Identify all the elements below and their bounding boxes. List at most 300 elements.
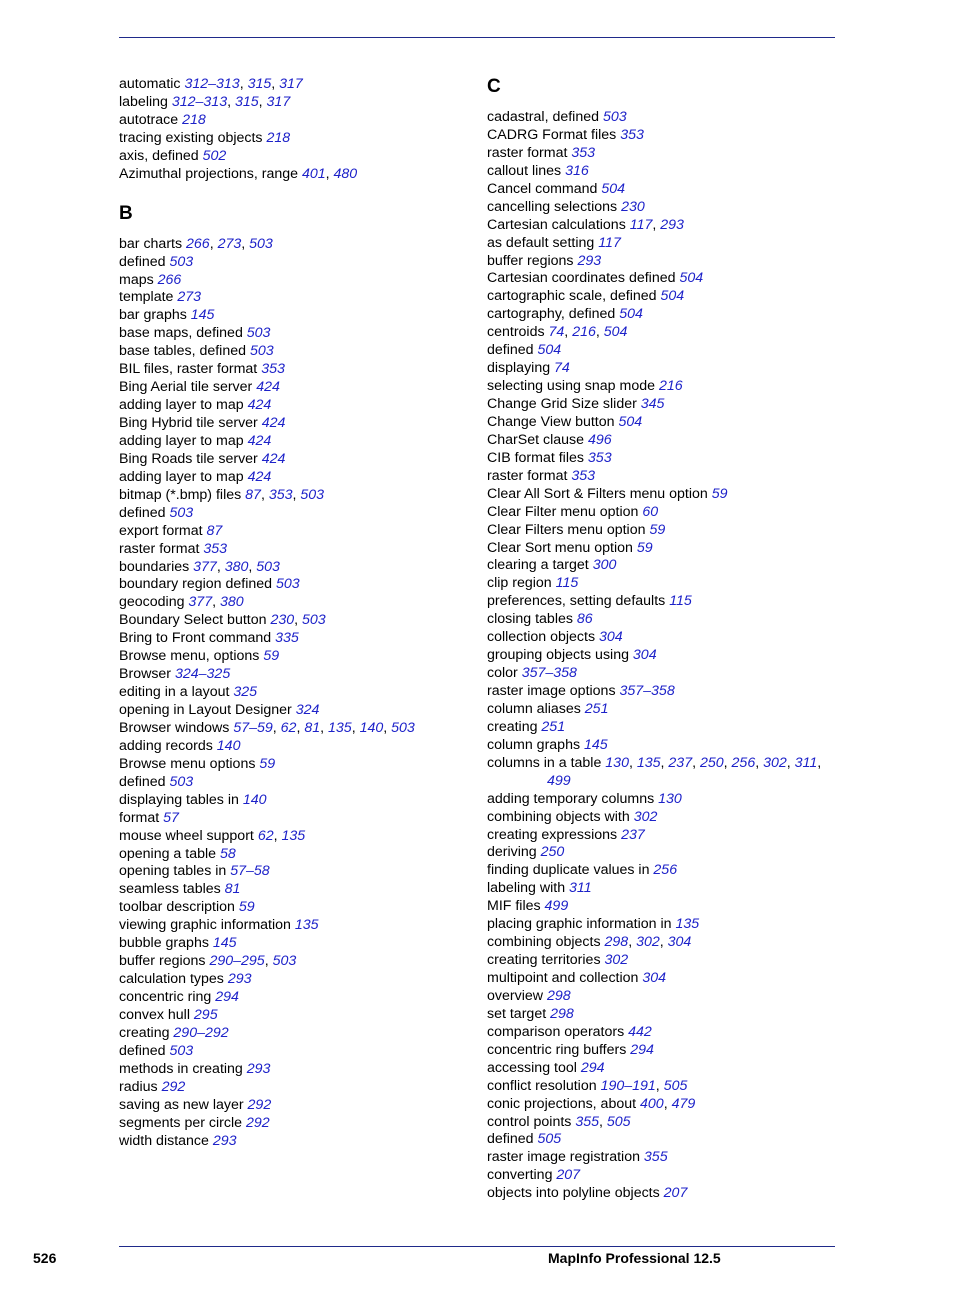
page-reference-link[interactable]: 302 xyxy=(633,808,658,825)
index-entry xyxy=(487,880,837,898)
page-reference-link[interactable]: 117 xyxy=(598,234,621,251)
index-entry xyxy=(119,702,469,720)
page-reference-link[interactable]: 81 xyxy=(224,881,241,898)
page-reference-link[interactable]: 400 xyxy=(640,1095,664,1112)
index-term: set target xyxy=(487,1005,551,1022)
page-reference-link[interactable]: 335 xyxy=(275,630,299,647)
page-reference-link[interactable]: 117 xyxy=(629,216,653,233)
index-entry xyxy=(487,522,837,540)
page-reference-link[interactable]: 304 xyxy=(598,629,623,646)
index-entry xyxy=(487,486,837,504)
index-entry: Azimuthal projections, range 401, 480 xyxy=(119,165,358,182)
page-reference-link[interactable]: 505 xyxy=(663,1077,688,1094)
index-entry xyxy=(119,343,469,361)
page-reference-link[interactable]: 59 xyxy=(636,539,653,556)
page-reference-link[interactable]: 86 xyxy=(576,611,593,628)
index-entry xyxy=(487,127,837,145)
page-reference-link[interactable]: 503 xyxy=(169,1042,194,1059)
page-reference-link[interactable]: 135 xyxy=(281,827,306,844)
page-reference-link[interactable]: 218 xyxy=(266,129,291,146)
page-reference-link[interactable]: 59 xyxy=(649,521,666,538)
page-reference-link[interactable]: 87 xyxy=(206,522,223,539)
index-term: centroids xyxy=(487,324,549,341)
page-reference-link[interactable]: 293 xyxy=(227,971,252,988)
page-reference-link[interactable]: 504 xyxy=(619,306,643,323)
page-reference-link[interactable]: 273 xyxy=(217,235,242,252)
page-reference-link[interactable]: 130 xyxy=(658,790,682,807)
page-reference-link[interactable]: 357–358 xyxy=(521,665,577,682)
page-reference-link[interactable]: 190–191 xyxy=(600,1077,656,1094)
index-entry xyxy=(487,181,837,199)
index-term: mouse wheel support xyxy=(119,827,258,844)
index-entry xyxy=(487,557,837,575)
page-reference-link[interactable]: 298 xyxy=(550,1005,574,1022)
index-term: toolbar description xyxy=(119,899,239,916)
page-reference-link[interactable]: 302 xyxy=(636,934,660,951)
page-reference-link[interactable]: 503 xyxy=(300,486,325,503)
index-term: deriving xyxy=(487,844,541,861)
index-term: defined xyxy=(487,1131,538,1148)
index-entry xyxy=(487,862,837,880)
page-reference-link[interactable]: 292 xyxy=(161,1078,186,1095)
index-entry xyxy=(119,379,469,397)
index-entry xyxy=(119,415,469,433)
index-entry xyxy=(119,935,469,953)
page-reference-link[interactable]: 140 xyxy=(216,737,241,754)
page-reference-link[interactable]: 135 xyxy=(294,917,319,934)
page-reference-link[interactable]: 353 xyxy=(571,144,596,161)
index-entry xyxy=(119,792,469,810)
page-reference-link[interactable]: 424 xyxy=(247,468,272,485)
index-term: opening in Layout Designer xyxy=(119,702,296,718)
index-column-left xyxy=(119,76,469,1150)
page-reference-link[interactable]: 300 xyxy=(592,557,617,574)
page-reference-link[interactable]: 290–292 xyxy=(173,1024,229,1041)
page-reference-link[interactable]: 266 xyxy=(186,235,210,252)
index-entry-continuation xyxy=(487,773,837,791)
page-reference-link[interactable]: 355 xyxy=(575,1113,599,1130)
index-entry xyxy=(119,541,469,559)
index-entry: Cartesian calculations 117, 293 xyxy=(487,216,684,233)
page-reference-link[interactable]: 353 xyxy=(261,361,285,378)
page-reference-link[interactable]: 293 xyxy=(246,1060,271,1077)
index-entry xyxy=(487,809,837,827)
page-reference-link[interactable]: 145 xyxy=(212,935,237,952)
index-entry xyxy=(119,863,469,881)
index-entry xyxy=(487,1042,837,1060)
index-term: boundaries xyxy=(119,558,194,575)
index-term: geocoding xyxy=(119,594,189,611)
index-entry xyxy=(487,342,837,360)
index-entry xyxy=(119,1007,469,1025)
page-reference-link[interactable]: 266 xyxy=(157,271,182,288)
page-reference-link[interactable]: 145 xyxy=(190,307,215,324)
index-term: maps xyxy=(119,271,158,288)
page-reference-link[interactable]: 294 xyxy=(215,989,239,1005)
index-entry: bar charts 266, 273, 503 xyxy=(119,235,273,252)
index-entry xyxy=(487,432,837,450)
page-reference-link[interactable]: 312–313 xyxy=(184,76,240,92)
page-reference-link[interactable]: 74 xyxy=(554,360,570,377)
index-entry xyxy=(487,504,837,522)
index-entry: boundaries 377, 380, 503 xyxy=(119,558,280,575)
footer-rule xyxy=(119,1246,835,1247)
page-reference-link[interactable]: 237 xyxy=(668,754,693,771)
index-term: format xyxy=(119,809,164,826)
page-reference-link[interactable]: 499 xyxy=(547,772,571,789)
page-reference-link[interactable]: 58 xyxy=(219,845,236,862)
page-reference-link[interactable]: 294 xyxy=(630,1041,654,1058)
page-reference-link[interactable]: 317 xyxy=(266,93,291,110)
page-reference-link[interactable]: 130 xyxy=(605,754,629,771)
page-reference-link[interactable]: 324 xyxy=(295,702,320,718)
index-entry xyxy=(487,145,837,163)
page-reference-link[interactable]: 302 xyxy=(763,754,787,771)
page-reference-link[interactable]: 442 xyxy=(628,1023,652,1040)
page-reference-link[interactable]: 503 xyxy=(169,504,194,521)
index-entry: geocoding 377, 380 xyxy=(119,594,244,611)
index-term: cadastral, defined xyxy=(487,109,603,125)
index-term: column graphs xyxy=(487,736,584,753)
index-entry xyxy=(487,378,837,396)
index-term: adding layer to map xyxy=(119,397,248,414)
page-reference-link[interactable]: 502 xyxy=(202,147,227,164)
page-reference-link[interactable]: 135 xyxy=(636,754,661,771)
index-term: creating expressions xyxy=(487,826,622,843)
page-reference-link[interactable]: 250 xyxy=(540,844,565,861)
index-term: CharSet clause xyxy=(487,431,588,448)
page-reference-link[interactable]: 401 xyxy=(301,165,326,182)
page-reference-link[interactable]: 505 xyxy=(606,1113,631,1130)
index-term: placing graphic information in xyxy=(487,916,676,933)
index-entry xyxy=(487,1185,837,1203)
page-reference-link[interactable]: 377 xyxy=(188,594,213,611)
page-reference-link[interactable]: 62 xyxy=(257,827,274,844)
index-entry xyxy=(487,199,837,217)
index-entry xyxy=(487,1131,837,1149)
index-term: Azimuthal projections, range xyxy=(119,165,302,182)
index-entry xyxy=(119,451,469,469)
page-reference-link[interactable]: 115 xyxy=(555,575,579,592)
page-reference-link[interactable]: 353 xyxy=(268,486,293,503)
page-reference-link[interactable]: 304 xyxy=(667,934,692,951)
index-term: preferences, setting defaults xyxy=(487,593,670,610)
page-reference-link[interactable]: 499 xyxy=(544,898,569,915)
index-term: column aliases xyxy=(487,700,585,717)
page-reference-link[interactable]: 135 xyxy=(675,916,700,933)
index-term: comparison operators xyxy=(487,1023,629,1040)
page-reference-link[interactable]: 377 xyxy=(193,558,217,575)
index-term: viewing graphic information xyxy=(119,917,295,934)
page-reference-link[interactable]: 503 xyxy=(169,253,194,270)
page-reference-link[interactable]: 57–58 xyxy=(230,863,270,880)
page-reference-link[interactable]: 353 xyxy=(587,449,612,466)
index-entry xyxy=(487,288,837,306)
index-term: Clear Filters menu option xyxy=(487,521,650,538)
page-reference-link[interactable]: 293 xyxy=(212,1132,237,1149)
page-reference-link[interactable]: 504 xyxy=(618,413,643,430)
index-term: raster format xyxy=(119,540,204,557)
index-entry xyxy=(487,952,837,970)
page-reference-link[interactable]: 290–295 xyxy=(209,953,265,970)
page-reference-link[interactable]: 496 xyxy=(587,431,612,448)
index-term: convex hull xyxy=(119,1006,194,1023)
index-entry: columns in a table 130, 135, 237, 250, 256, 302, 311, xyxy=(487,754,822,771)
index-entry xyxy=(487,235,837,253)
page-reference-link[interactable]: 59 xyxy=(711,485,728,502)
index-entry xyxy=(487,163,837,181)
page-reference-link[interactable]: 57 xyxy=(163,809,179,826)
index-term: clip region xyxy=(487,575,556,592)
page-reference-link[interactable]: 353 xyxy=(620,126,644,143)
index-term: finding duplicate values in xyxy=(487,862,654,879)
index-entry xyxy=(119,989,469,1007)
page-reference-link[interactable]: 135 xyxy=(328,719,352,736)
index-term: labeling xyxy=(119,93,172,110)
page-reference-link[interactable]: 293 xyxy=(660,216,684,233)
index-term: raster format xyxy=(487,144,572,161)
index-term: overview xyxy=(487,987,547,1004)
page-reference-link[interactable]: 295 xyxy=(193,1006,218,1023)
page-reference-link[interactable]: 503 xyxy=(169,773,194,790)
page-reference-link[interactable]: 302 xyxy=(604,952,629,969)
page-reference-link[interactable]: 424 xyxy=(261,450,286,467)
index-entry xyxy=(119,433,469,451)
index-term: Browse menu, options xyxy=(119,648,264,665)
page-reference-link[interactable]: 324–325 xyxy=(174,666,231,683)
index-term: bar charts xyxy=(119,235,187,252)
index-term: Clear Sort menu option xyxy=(487,539,637,556)
index-entry xyxy=(119,971,469,989)
page-reference-link[interactable]: 503 xyxy=(272,953,297,970)
page-reference-link[interactable]: 503 xyxy=(256,558,280,575)
index-entry xyxy=(487,414,837,432)
page-reference-link[interactable]: 230 xyxy=(621,198,645,215)
index-term: width distance xyxy=(119,1132,213,1149)
index-term: cancelling selections xyxy=(487,198,622,215)
document-title: MapInfo Professional 12.5 xyxy=(548,1250,721,1266)
page-reference-link[interactable]: 353 xyxy=(571,467,596,484)
index-term: combining objects with xyxy=(487,808,634,825)
index-term: combining objects xyxy=(487,934,605,951)
index-term: color xyxy=(487,665,522,682)
index-entry xyxy=(487,737,837,755)
page-reference-link[interactable]: 479 xyxy=(671,1095,696,1112)
page-reference-link[interactable]: 60 xyxy=(642,503,659,520)
page-reference-link[interactable]: 62 xyxy=(280,719,297,736)
page-reference-link[interactable]: 424 xyxy=(247,432,272,449)
page-reference-link[interactable]: 355 xyxy=(643,1149,668,1166)
page-reference-link[interactable]: 87 xyxy=(245,486,261,503)
page-reference-link[interactable]: 256 xyxy=(731,754,756,771)
index-term: Change View button xyxy=(487,413,619,430)
index-term: conic projections, about xyxy=(487,1095,641,1112)
index-entry xyxy=(487,916,837,934)
index-entry xyxy=(487,611,837,629)
page-reference-link[interactable]: 503 xyxy=(602,109,627,125)
index-term: conflict resolution xyxy=(487,1077,601,1094)
page-reference-link[interactable]: 312–313 xyxy=(171,93,228,110)
page-reference-link[interactable]: 294 xyxy=(580,1059,605,1076)
index-term: axis, defined xyxy=(119,147,203,164)
page-reference-link[interactable]: 424 xyxy=(256,379,280,396)
page-reference-link[interactable]: 251 xyxy=(584,700,609,717)
page-reference-link[interactable]: 503 xyxy=(246,325,271,342)
index-term: creating xyxy=(119,1024,174,1041)
index-term: saving as new layer xyxy=(119,1096,248,1113)
page-reference-link[interactable]: 216 xyxy=(572,324,596,341)
page-reference-link[interactable]: 250 xyxy=(699,754,724,771)
index-entry xyxy=(119,130,469,148)
index-term: multipoint and collection xyxy=(487,970,643,986)
page-reference-link[interactable]: 503 xyxy=(249,235,273,252)
index-entry xyxy=(487,701,837,719)
index-term: creating xyxy=(487,718,542,735)
page-reference-link[interactable]: 207 xyxy=(663,1185,688,1202)
page-reference-link[interactable]: 353 xyxy=(203,540,228,557)
page-reference-link[interactable]: 503 xyxy=(302,612,326,629)
index-entry xyxy=(119,774,469,792)
page-reference-link[interactable]: 504 xyxy=(537,342,562,359)
page-reference-link[interactable]: 115 xyxy=(669,593,692,610)
page-reference-link[interactable]: 311 xyxy=(569,880,592,897)
page-reference-link[interactable]: 292 xyxy=(247,1096,272,1113)
index-term: converting xyxy=(487,1167,557,1184)
index-entry xyxy=(487,270,837,288)
page-reference-link[interactable]: 59 xyxy=(238,899,255,916)
page-reference-link[interactable]: 357–358 xyxy=(619,683,675,699)
index-term: concentric ring xyxy=(119,989,216,1005)
index-term: Browse menu options xyxy=(119,755,260,772)
index-term: adding layer to map xyxy=(119,432,248,449)
index-entry xyxy=(119,254,469,272)
page-reference-link[interactable]: 207 xyxy=(556,1167,581,1184)
page-reference-link[interactable]: 304 xyxy=(632,647,657,664)
index-term: automatic xyxy=(119,76,185,92)
page-reference-link[interactable]: 293 xyxy=(577,252,602,269)
index-term: concentric ring buffers xyxy=(487,1041,631,1058)
page-reference-link[interactable]: 480 xyxy=(333,165,358,182)
page-reference-link[interactable]: 216 xyxy=(658,378,683,395)
index-entry xyxy=(119,505,469,523)
page-reference-link[interactable]: 315 xyxy=(247,76,272,92)
index-entry: mouse wheel support 62, 135 xyxy=(119,827,306,844)
index-entry xyxy=(119,648,469,666)
index-entry: control points 355, 505 xyxy=(487,1113,631,1130)
index-entry xyxy=(119,325,469,343)
index-entry xyxy=(487,1060,837,1078)
index-term: adding temporary columns xyxy=(487,790,659,807)
index-term: objects into polyline objects xyxy=(487,1185,664,1202)
index-term: Bring to Front command xyxy=(119,630,276,647)
index-entry xyxy=(487,109,837,127)
page-reference-link[interactable]: 503 xyxy=(249,343,274,360)
page-reference-link[interactable]: 140 xyxy=(242,791,267,808)
index-entry xyxy=(119,397,469,415)
index-entry: bitmap (*.bmp) files 87, 353, 503 xyxy=(119,486,325,503)
page-reference-link[interactable]: 218 xyxy=(182,111,206,128)
index-term: export format xyxy=(119,522,207,539)
index-term: columns in a table xyxy=(487,754,606,771)
page-reference-link[interactable]: 504 xyxy=(601,180,626,197)
index-term: buffer regions xyxy=(119,953,210,970)
index-entry xyxy=(487,791,837,809)
page-reference-link[interactable]: 311 xyxy=(794,754,818,771)
page-reference-link[interactable]: 251 xyxy=(541,718,566,735)
index-entry xyxy=(487,988,837,1006)
index-entry xyxy=(487,593,837,611)
page-reference-link[interactable]: 74 xyxy=(548,324,565,341)
page-reference-link[interactable]: 315 xyxy=(234,93,259,110)
index-term: displaying xyxy=(487,360,555,377)
index-entry xyxy=(119,1025,469,1043)
index-term: grouping objects using xyxy=(487,647,633,664)
page-reference-link[interactable]: 304 xyxy=(642,970,667,986)
page-reference-link[interactable]: 503 xyxy=(391,719,415,736)
index-entry xyxy=(487,827,837,845)
page-reference-link[interactable]: 424 xyxy=(261,415,286,431)
index-entry xyxy=(487,1149,837,1167)
page-reference-link[interactable]: 292 xyxy=(245,1114,270,1131)
page-reference-link[interactable]: 298 xyxy=(546,987,571,1004)
page-reference-link[interactable]: 140 xyxy=(359,719,384,736)
index-term: raster image registration xyxy=(487,1149,644,1166)
index-entry xyxy=(119,1133,469,1151)
page-reference-link[interactable]: 503 xyxy=(275,576,300,593)
index-term: opening tables in xyxy=(119,863,231,880)
index-term: labeling with xyxy=(487,880,570,897)
section-letter-heading: C xyxy=(487,76,501,97)
index-entry xyxy=(119,361,469,379)
page-reference-link[interactable]: 81 xyxy=(304,719,321,736)
page-reference-link[interactable]: 505 xyxy=(537,1131,562,1148)
index-term: defined xyxy=(119,504,170,521)
page-reference-link[interactable]: 230 xyxy=(270,612,295,629)
page-reference-link[interactable]: 504 xyxy=(679,270,704,287)
index-term: Clear Filter menu option xyxy=(487,503,643,520)
page-reference-link[interactable]: 298 xyxy=(604,934,629,951)
page-reference-link[interactable]: 256 xyxy=(653,862,678,879)
index-term: segments per circle xyxy=(119,1114,246,1131)
page-reference-link[interactable]: 424 xyxy=(247,397,272,414)
index-term: cartography, defined xyxy=(487,306,620,323)
page-reference-link[interactable]: 273 xyxy=(177,289,202,306)
index-entry xyxy=(487,575,837,593)
page-reference-link[interactable]: 59 xyxy=(259,755,276,772)
index-entry xyxy=(487,1167,837,1185)
page-reference-link[interactable]: 59 xyxy=(263,648,280,665)
page-reference-link[interactable]: 317 xyxy=(279,76,303,92)
page-reference-link[interactable]: 237 xyxy=(621,826,645,843)
index-entry xyxy=(119,1115,469,1133)
index-entry: combining objects 298, 302, 304 xyxy=(487,934,692,951)
page-reference-link[interactable]: 504 xyxy=(603,324,628,341)
index-term: accessing tool xyxy=(487,1059,581,1076)
index-term: closing tables xyxy=(487,611,577,628)
page-reference-link[interactable]: 325 xyxy=(233,684,258,701)
page-reference-link[interactable]: 380 xyxy=(224,558,249,575)
page-reference-link[interactable]: 504 xyxy=(660,288,685,305)
page-reference-link[interactable]: 57–59 xyxy=(233,719,273,736)
index-entry xyxy=(119,1097,469,1115)
index-term: selecting using snap mode xyxy=(487,378,659,395)
index-entry: automatic 312–313, 315, 317 xyxy=(119,76,303,92)
page-reference-link[interactable]: 345 xyxy=(640,396,665,412)
page-reference-link[interactable]: 316 xyxy=(565,162,589,179)
page-reference-link[interactable]: 145 xyxy=(584,736,608,753)
index-entry xyxy=(487,647,837,665)
page-reference-link[interactable]: 380 xyxy=(219,594,244,611)
